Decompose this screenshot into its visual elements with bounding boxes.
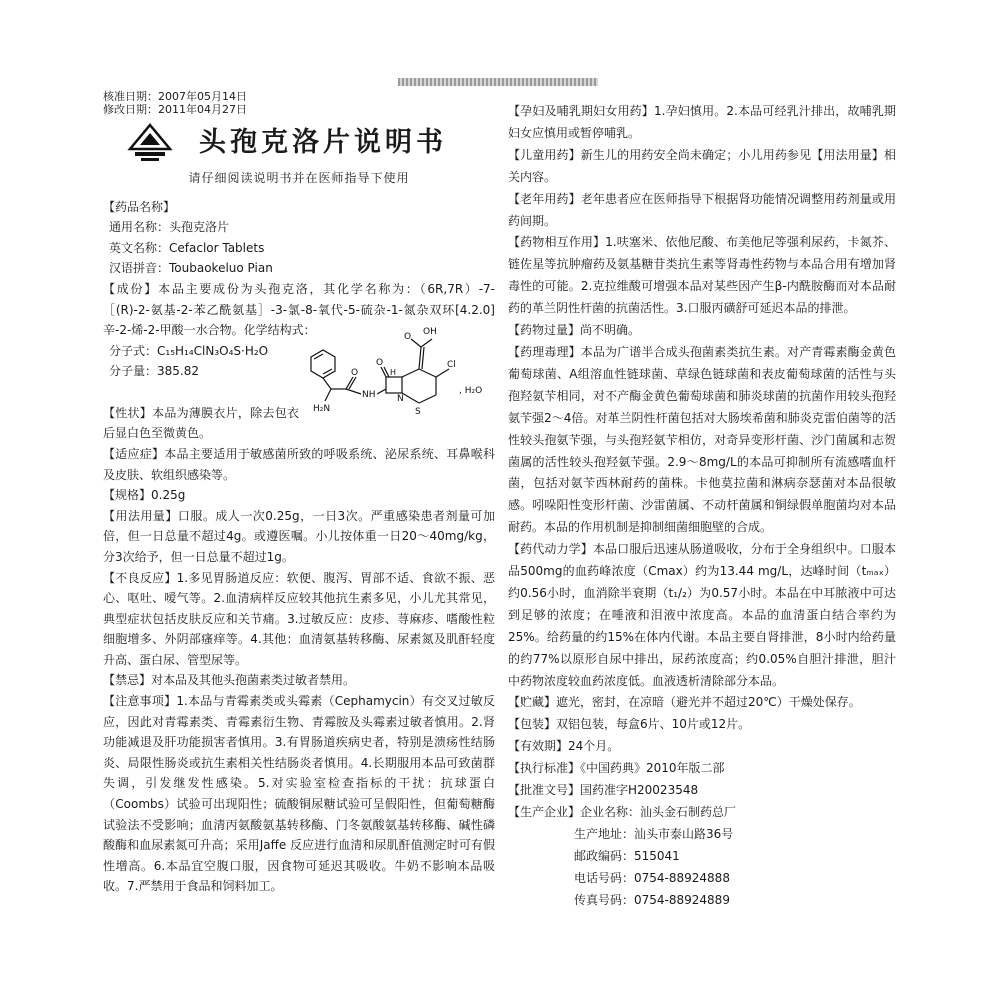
contraindications-section: 【禁忌】对本品及其他头孢菌素类过敏者禁用。 bbox=[103, 673, 356, 688]
postal-code: 邮政编码：515041 bbox=[574, 848, 680, 863]
adverse-reactions-section: 【不良反应】1.多见胃肠道反应：软便、腹泻、胃部不适、食欲不振、恶心、呕吐、嗳气等。2.血清病样反应较其他抗生素多见，小儿尤其常见，典型症状包括皮肤反应和关节痛。3.过敏反应：皮疹、荨麻疹、嗜酸性粒细胞增多、外阴部瘙痒等。4.其他：血清氨基转移酶、尿素氮及肌酐轻度升高、蛋白尿、管型尿等。 bbox=[103, 570, 495, 667]
pinyin-name: 汉语拼音：Toubaokeluo Pian bbox=[109, 261, 273, 276]
drug-name-heading: 【药品名称】 bbox=[103, 199, 176, 214]
lactam-oxygen-label: O bbox=[376, 357, 384, 368]
title-row bbox=[103, 120, 495, 166]
amide-nh-label: NH bbox=[362, 389, 376, 400]
oh-label: OH bbox=[423, 326, 437, 337]
phone-number: 电话号码：0754-88924888 bbox=[574, 870, 730, 885]
approval-number-section: 【批准文号】国药准字H20023548 bbox=[508, 783, 699, 798]
chlorine-label: Cl bbox=[447, 359, 456, 370]
hydrate-label: , H₂O bbox=[459, 385, 483, 396]
precautions-section: 【注意事项】1.本品与青霉素类或头霉素（Cephamycin）有交叉过敏反应，因此对青霉素类、青霉素衍生物、青霉胺及头霉素过敏者慎用。2.肾功能减退及肝功能损害者慎用。3.有胃肠道疾病史者，特别是溃疡性结肠炎、局限性肠炎或抗生素相关性结肠炎者慎用。4.长期服用本品可致菌群失调，引发继发性感染。5.对实验室检查指标的干扰：抗球蛋白（Coombs）试验可出现阳性；硫酸铜尿糖试验可呈假阳性，但葡萄糖酶试验法不受影响；血清丙氨酸氨基转移酶、门冬氨酸氨基转移酶、碱性磷酸酶和血尿素氮可升高；采用Jaffe 反应进行血清和尿肌酐值测定时可有假性增高。6.本品宜空腹口服，因食物可延迟其吸收。牛奶不影响本品吸收。7.严禁用于食品和饲料加工。 bbox=[103, 694, 495, 894]
molecular-formula: 分子式：C₁₅H₁₄ClN₃O₄S·H₂O bbox=[109, 343, 269, 358]
package-section: 【包装】双铝包装，每盒6片、10片或12片。 bbox=[508, 717, 751, 732]
interactions-section: 【药物相互作用】1.呋塞米、依他尼酸、布美他尼等强利尿药，卡氮芥、链佐星等抗肿瘤药及氨基糖苷类抗生素等肾毒性药物与本品合用有增加肾毒性的可能。2.克拉维酸可增强本品对某些因产生β-内酰胺酶而对本品耐药的革兰阴性杆菌的抗菌活性。3.口服丙磺舒可延迟本品的排泄。 bbox=[508, 235, 896, 316]
dosage-section: 【用法用量】口服。成人一次0.25g，一日3次。严重感染患者剂量可加倍，但一日总量不超过4g。或遵医嘱。小儿按体重一日20～40mg/kg，分3次给予，但一日总量不超过1g。 bbox=[103, 508, 495, 564]
company-name: 企业名称：汕头金石制药总厂 bbox=[580, 805, 737, 819]
manufacturer-section bbox=[508, 802, 896, 912]
chemical-structure-diagram bbox=[291, 317, 491, 429]
validity-section: 【有效期】24个月。 bbox=[508, 739, 620, 754]
storage-section: 【贮藏】遮光，密封，在凉暗（避光并不超过20℃）干燥处保存。 bbox=[508, 695, 861, 710]
pharmacology-section: 【药理毒理】本品为广谱半合成头孢菌素类抗生素。对产青霉素酶金黄色葡萄球菌、A组溶血性链球菌、草绿色链球菌和表皮葡萄球菌的活性与头孢羟氨苄相同，对不产酶金黄色葡萄球菌和肺炎球菌的抗菌作用较头孢羟氨苄强2～4倍。对革兰阴性杆菌包括对大肠埃希菌和肺炎克雷伯菌等的活性较头孢氨苄强，与头孢羟氨苄相仿，对奇异变形杆菌、沙门菌属和志贺菌属的活性较头孢羟氨苄强。2.9～8mg/L的本品可抑制所有流感嗜血杆菌，包括对氨苄西林耐药的菌株。卡他莫拉菌和淋病奈瑟菌对本品很敏感。吲哚阳性变形杆菌、沙雷菌属、不动杆菌属和铜绿假单胞菌均对本品耐药。本品的作用机制是抑制细菌细胞壁的合成。 bbox=[508, 344, 896, 535]
english-name: 英文名称：Cefaclor Tablets bbox=[109, 240, 265, 255]
indications-section: 【适应症】本品主要适用于敏感菌所致的呼吸系统、泌尿系统、耳鼻喉科及皮肤、软组织感染等。 bbox=[103, 446, 495, 482]
left-column bbox=[103, 90, 495, 897]
amine-label: H₂N bbox=[313, 403, 331, 414]
sulfur-label: S bbox=[415, 406, 421, 417]
revision-date: 修改日期：2011年04月27日 bbox=[103, 103, 247, 116]
top-scan-bar bbox=[398, 78, 598, 86]
specification-section: 【规格】0.25g bbox=[103, 488, 186, 503]
pediatric-section: 【儿童用药】新生儿的用药安全尚未确定；小儿用药参见【用法用量】相关内容。 bbox=[508, 147, 896, 184]
page-title: 头孢克洛片说明书 bbox=[199, 126, 447, 158]
elderly-section: 【老年用药】老年患者应在医师指导下根据肾功能情况调整用药剂量或用药间期。 bbox=[508, 191, 896, 228]
molecular-weight: 分子量：385.82 bbox=[109, 364, 199, 379]
standard-section: 【执行标准】《中国药典》2010年版二部 bbox=[508, 761, 725, 776]
ring-nitrogen-label: N bbox=[397, 393, 404, 404]
properties-section: 【性状】本品为薄膜衣片，除去包衣后显白色至微黄色。 bbox=[103, 405, 299, 441]
pregnancy-section: 【孕妇及哺乳期妇女用药】1.孕妇慎用。2.本品可经乳汁排出，故哺乳期妇女应慎用或暂停哺乳。 bbox=[508, 104, 896, 140]
company-logo-icon bbox=[127, 123, 173, 163]
approval-date: 核准日期：2007年05月14日 bbox=[103, 90, 247, 103]
pharmacokinetics-section: 【药代动力学】本品口服后迅速从肠道吸收，分布于全身组织中。口服本品500mg的血药峰浓度（Cmax）约为13.44 mg/L，达峰时间（tₘₐₓ）约0.56小时，血消除半衰期（t₁/₂）为0.57小时。本品在中耳脓液中可达到足够的浓度；在唾液和泪液中浓度高。本品的血清蛋白结合率约为25%。给药量的约15%在体内代谢。本品主要自肾排泄，8小时内给药量的约77%以原形自尿中排出，尿药浓度高；约0.05%自胆汁排泄，胆汁中药物浓度较血药浓度低。血液透析清除部分本品。 bbox=[508, 542, 896, 688]
fax-number: 传真号码：0754-88924889 bbox=[574, 892, 730, 907]
ring-h-label: H bbox=[390, 367, 397, 377]
generic-name: 通用名称：头孢克洛片 bbox=[109, 220, 230, 235]
acid-oxygen-label: O bbox=[404, 331, 412, 342]
amide-oxygen-label: O bbox=[351, 367, 359, 378]
production-address: 生产地址：汕头市泰山路36号 bbox=[574, 826, 734, 841]
right-column bbox=[508, 101, 896, 912]
date-block bbox=[103, 90, 495, 116]
overdose-section: 【药物过量】尚不明确。 bbox=[508, 323, 641, 338]
manufacturer-heading: 【生产企业】 bbox=[508, 805, 581, 819]
subtitle: 请仔细阅读说明书并在医师指导下使用 bbox=[188, 171, 410, 185]
formula-block bbox=[103, 326, 495, 417]
composition-section: 【成份】本品主要成份为头孢克洛，其化学名称为：（6R,7R）-7-［(R)-2-氨基-2-苯乙酰氨基］-3-氯-8-氧代-5-硫杂-1-氮杂双环[4.2.0]辛-2-烯-2-甲酸一水合物。化学结构式： bbox=[103, 281, 495, 338]
